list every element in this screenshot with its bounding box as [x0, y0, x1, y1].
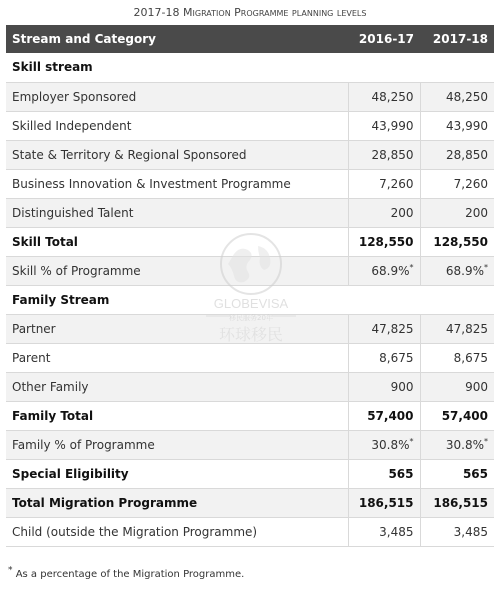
cell-value: 186,515: [433, 495, 488, 510]
value-2016-17: [348, 285, 420, 314]
value-2016-17: [348, 517, 420, 546]
cell-value: 43,990: [446, 118, 488, 133]
footnote-ref: *: [409, 262, 414, 272]
value-2017-18: [420, 314, 494, 343]
row-label: Special Eligibility: [6, 459, 348, 488]
value-2016-17: [348, 140, 420, 169]
value-2016-17: [348, 459, 420, 488]
value-2017-18: [420, 53, 494, 82]
row-label: Business Innovation & Investment Programme: [6, 169, 348, 198]
row-label: Partner: [6, 314, 348, 343]
table-row: [6, 459, 494, 488]
footnote-ref: *: [409, 436, 414, 446]
cell-value: 68.9%: [371, 263, 410, 278]
table-body: [6, 53, 494, 546]
table-row: [6, 372, 494, 401]
row-label: Total Migration Programme: [6, 488, 348, 517]
row-label: Skill stream: [6, 53, 348, 82]
value-2016-17: [348, 372, 420, 401]
watermark-tagline: 移民服务20年: [229, 314, 273, 322]
row-label: Other Family: [6, 372, 348, 401]
table-row: [6, 401, 494, 430]
cell-value: 48,250: [446, 89, 488, 104]
cell-value: 7,260: [453, 176, 488, 191]
value-2016-17: [348, 169, 420, 198]
watermark-name: 环球移民: [218, 325, 284, 344]
value-2017-18: [420, 343, 494, 372]
value-2017-18: [420, 372, 494, 401]
cell-value: 47,825: [446, 321, 488, 336]
row-label: State & Territory & Regional Sponsored: [6, 140, 348, 169]
cell-value: 28,850: [446, 147, 488, 162]
section-header-row: [6, 285, 494, 314]
cell-value: 47,825: [371, 321, 414, 336]
cell-value: 68.9%: [445, 263, 484, 278]
value-2017-18: [420, 82, 494, 111]
value-2017-18: [420, 169, 494, 198]
cell-value: 128,550: [433, 234, 488, 249]
value-2017-18: [420, 227, 494, 256]
cell-value: 48,250: [371, 89, 414, 104]
value-2016-17: [348, 430, 420, 459]
value-2017-18: [420, 198, 494, 227]
value-2016-17: [348, 343, 420, 372]
table-row: [6, 140, 494, 169]
table-row: [6, 256, 494, 285]
row-label: Family % of Programme: [6, 430, 348, 459]
table-row: [6, 82, 494, 111]
cell-value: 8,675: [379, 350, 414, 365]
caption-year: 2017-18: [133, 6, 180, 19]
row-label: Family Total: [6, 401, 348, 430]
footnote-mark: *: [8, 565, 13, 576]
cell-value: 57,400: [367, 408, 414, 423]
table-row: [6, 343, 494, 372]
header-2016-17: 2016-17: [348, 25, 420, 53]
table-row: [6, 111, 494, 140]
cell-value: 900: [390, 379, 414, 394]
table-row: [6, 430, 494, 459]
value-2016-17: [348, 314, 420, 343]
table-row: [6, 314, 494, 343]
value-2016-17: [348, 401, 420, 430]
value-2016-17: [348, 198, 420, 227]
table-row: [6, 227, 494, 256]
row-label: Skill Total: [6, 227, 348, 256]
value-2017-18: [420, 488, 494, 517]
footnote-ref: *: [484, 262, 488, 272]
table-header-row: [6, 25, 494, 53]
footnote-text: As a percentage of the Migration Programme.: [15, 569, 245, 580]
watermark-brand: GLOBEVISA: [213, 296, 289, 311]
caption-title: Migration Programme planning levels: [183, 6, 367, 19]
cell-value: 565: [462, 466, 488, 481]
value-2016-17: [348, 82, 420, 111]
table-row: [6, 169, 494, 198]
value-2017-18: [420, 285, 494, 314]
cell-value: 200: [465, 205, 488, 220]
value-2016-17: [348, 227, 420, 256]
row-label: Parent: [6, 343, 348, 372]
value-2017-18: [420, 140, 494, 169]
row-label: Skill % of Programme: [6, 256, 348, 285]
footnote: [8, 565, 245, 580]
cell-value: 43,990: [371, 118, 414, 133]
row-label: Child (outside the Migration Programme): [6, 517, 348, 546]
value-2017-18: [420, 459, 494, 488]
cell-value: 30.8%: [445, 437, 484, 452]
table-row: [6, 517, 494, 546]
value-2017-18: [420, 256, 494, 285]
value-2017-18: [420, 401, 494, 430]
header-2017-18: 2017-18: [420, 25, 494, 53]
value-2017-18: [420, 517, 494, 546]
row-label: Employer Sponsored: [6, 82, 348, 111]
value-2016-17: [348, 111, 420, 140]
cell-value: 200: [390, 205, 414, 220]
cell-value: 30.8%: [371, 437, 410, 452]
cell-value: 7,260: [379, 176, 414, 191]
row-label: Family Stream: [6, 285, 348, 314]
cell-value: 900: [465, 379, 488, 394]
table-caption: [0, 6, 500, 19]
cell-value: 128,550: [358, 234, 414, 249]
value-2017-18: [420, 111, 494, 140]
section-header-row: [6, 53, 494, 82]
footnote-ref: *: [484, 436, 488, 446]
cell-value: 3,485: [453, 524, 488, 539]
value-2016-17: [348, 53, 420, 82]
cell-value: 28,850: [371, 147, 414, 162]
cell-value: 565: [388, 466, 414, 481]
cell-value: 186,515: [358, 495, 414, 510]
cell-value: 57,400: [441, 408, 488, 423]
table-row: [6, 488, 494, 517]
value-2016-17: [348, 256, 420, 285]
table-row: [6, 198, 494, 227]
value-2017-18: [420, 430, 494, 459]
migration-planning-table: [6, 25, 494, 547]
cell-value: 8,675: [453, 350, 488, 365]
row-label: Skilled Independent: [6, 111, 348, 140]
cell-value: 3,485: [379, 524, 414, 539]
header-category: Stream and Category: [6, 25, 348, 53]
row-label: Distinguished Talent: [6, 198, 348, 227]
value-2016-17: [348, 488, 420, 517]
